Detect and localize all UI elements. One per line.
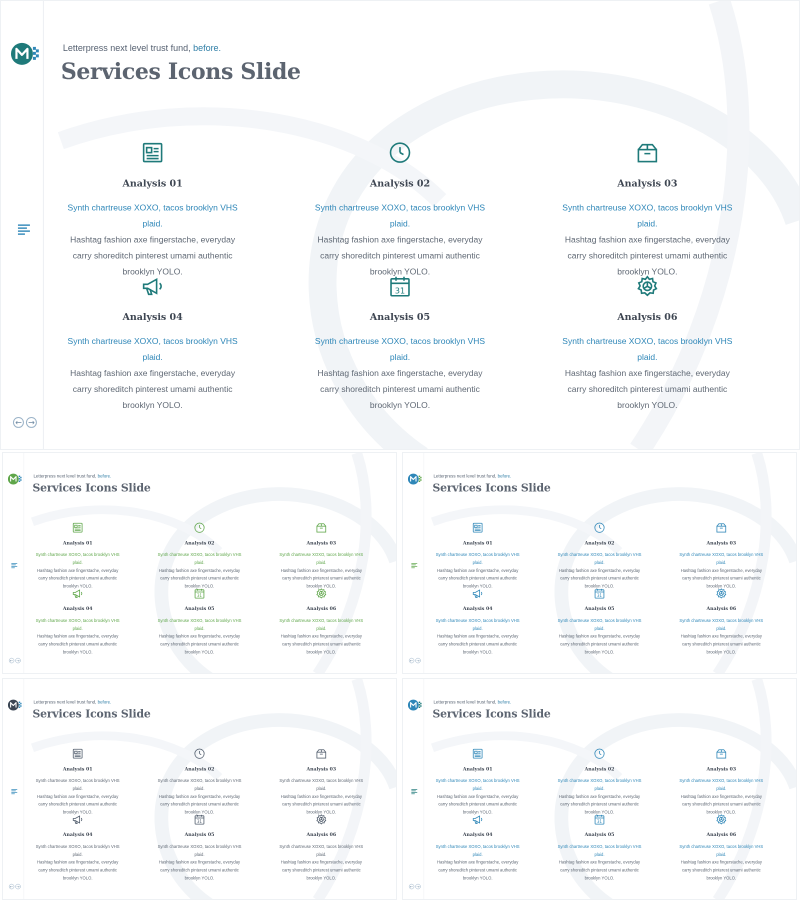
service-body-text: Hashtag fashion axe fingerstache, everyday carry shoreditch pinterest umami authentic brooklyn YOLO. — [437, 567, 519, 589]
service-body-text: Hashtag fashion axe fingerstache, everyday carry shoreditch pinterest umami authentic brooklyn YOLO. — [158, 633, 241, 655]
service-body-text: Hashtag fashion axe fingerstache, everyday carry shoreditch pinterest umami authentic brooklyn YOLO. — [317, 234, 483, 277]
service-body-text: Hashtag fashion axe fingerstache, everyday carry shoreditch pinterest umami authentic brooklyn YOLO. — [158, 859, 241, 881]
slide-preview-gray[interactable] — [2, 678, 397, 900]
brand-logo-icon[interactable] — [8, 699, 22, 712]
service-item — [310, 141, 490, 280]
previous-arrow-icon[interactable]: ← — [9, 658, 14, 663]
service-body-text: Hashtag fashion axe fingerstache, everyday carry shoreditch pinterest umami authentic brooklyn YOLO. — [564, 234, 730, 277]
service-lead-text: Synth chartreuse XOXO, tacos brooklyn VHS plaid. — [67, 336, 238, 363]
subtitle-accent-text: before. — [97, 699, 112, 705]
service-lead-text: Synth chartreuse XOXO, tacos brooklyn VHS plaid. — [557, 778, 642, 792]
service-heading: Analysis 05 — [584, 832, 615, 838]
service-lead-text: Synth chartreuse XOXO, tacos brooklyn VHS plaid. — [67, 202, 238, 229]
service-body-text: Hashtag fashion axe fingerstache, everyday carry shoreditch pinterest umami authentic brooklyn YOLO. — [158, 793, 241, 815]
brand-logo-icon[interactable] — [11, 41, 39, 67]
service-heading: Analysis 05 — [369, 312, 431, 324]
menu-icon[interactable] — [17, 222, 31, 236]
service-heading: Analysis 05 — [184, 832, 215, 838]
gear-icon — [715, 814, 727, 826]
service-lead-text: Synth chartreuse XOXO, tacos brooklyn VHS plaid. — [157, 552, 242, 566]
clock-icon — [194, 748, 206, 760]
slide-title: Services Icons Slide — [432, 481, 551, 495]
service-lead-text: Synth chartreuse XOXO, tacos brooklyn VHS plaid. — [35, 778, 120, 792]
service-heading: Analysis 06 — [306, 606, 337, 612]
service-item — [310, 274, 490, 413]
service-item — [33, 748, 121, 816]
subtitle-text: Letterpress next level trust fund, — [33, 699, 98, 705]
menu-icon[interactable] — [411, 562, 418, 569]
service-lead-text: Synth chartreuse XOXO, tacos brooklyn VHS plaid. — [35, 618, 120, 631]
calendar-day-number: 31 — [197, 592, 202, 598]
service-item — [433, 522, 521, 590]
service-lead-text: Synth chartreuse XOXO, tacos brooklyn VHS plaid. — [279, 618, 364, 631]
clock-icon — [594, 748, 606, 760]
slide-preview-teal[interactable] — [0, 0, 800, 450]
newspaper-icon — [72, 748, 84, 760]
service-heading: Analysis 05 — [584, 606, 615, 612]
service-body-text: Hashtag fashion axe fingerstache, everyday carry shoreditch pinterest umami authentic brooklyn YOLO. — [558, 633, 641, 655]
slide-preview-blue-alt[interactable] — [402, 678, 797, 900]
subtitle-text: Letterpress next level trust fund, — [433, 473, 498, 479]
service-body-text: Hashtag fashion axe fingerstache, everyday carry shoreditch pinterest umami authentic brooklyn YOLO. — [558, 859, 641, 881]
newspaper-icon — [472, 748, 484, 760]
gear-icon — [315, 588, 327, 600]
service-body-text: Hashtag fashion axe fingerstache, everyday carry shoreditch pinterest umami authentic brooklyn YOLO. — [317, 368, 483, 410]
previous-arrow-icon[interactable]: ← — [13, 417, 24, 428]
service-item — [677, 588, 765, 656]
service-lead-text: Synth chartreuse XOXO, tacos brooklyn VHS plaid. — [314, 202, 486, 229]
menu-icon[interactable] — [411, 788, 418, 795]
subtitle-text: Letterpress next level trust fund, — [62, 42, 194, 53]
calendar-day-number: 31 — [597, 592, 602, 598]
service-body-text: Hashtag fashion axe fingerstache, everyday carry shoreditch pinterest umami authentic brooklyn YOLO. — [437, 859, 519, 881]
service-body-text: Hashtag fashion axe fingerstache, everyday carry shoreditch pinterest umami authentic brooklyn YOLO. — [158, 567, 241, 589]
previous-arrow-icon[interactable]: ← — [9, 884, 14, 889]
slide-preview-blue[interactable] — [402, 452, 797, 674]
brand-logo-icon[interactable] — [408, 473, 422, 486]
service-body-text: Hashtag fashion axe fingerstache, everyday carry shoreditch pinterest umami authentic brooklyn YOLO. — [558, 793, 641, 815]
slide-subtitle — [433, 700, 511, 705]
slide-subtitle — [33, 700, 111, 705]
slide-navigation — [9, 658, 21, 664]
service-body-text: Hashtag fashion axe fingerstache, everyday carry shoreditch pinterest umami authentic brooklyn YOLO. — [37, 633, 119, 655]
service-heading: Analysis 06 — [706, 606, 737, 612]
service-lead-text: Synth chartreuse XOXO, tacos brooklyn VHS plaid. — [562, 202, 733, 229]
slide-navigation — [13, 417, 37, 429]
subtitle-accent-text: before. — [497, 699, 512, 705]
megaphone-icon — [472, 588, 484, 600]
service-heading: Analysis 03 — [306, 540, 337, 546]
slide-title: Services Icons Slide — [32, 707, 151, 721]
slide-content — [403, 679, 796, 900]
service-heading: Analysis 02 — [584, 540, 615, 546]
calendar-icon — [194, 814, 206, 826]
service-lead-text: Synth chartreuse XOXO, tacos brooklyn VHS plaid. — [314, 336, 486, 363]
service-item — [63, 141, 243, 280]
service-heading: Analysis 01 — [462, 540, 493, 546]
archive-box-icon — [635, 141, 659, 165]
megaphone-icon — [141, 274, 165, 298]
service-lead-text: Synth chartreuse XOXO, tacos brooklyn VHS plaid. — [279, 778, 364, 792]
service-body-text: Hashtag fashion axe fingerstache, everyday carry shoreditch pinterest umami authentic brooklyn YOLO. — [680, 859, 762, 881]
service-heading: Analysis 03 — [706, 540, 737, 546]
subtitle-accent-text: before. — [97, 473, 112, 479]
calendar-icon — [388, 274, 412, 298]
service-body-text: Hashtag fashion axe fingerstache, everyday carry shoreditch pinterest umami authentic brooklyn YOLO. — [280, 567, 362, 589]
slide-content — [3, 453, 396, 674]
service-lead-text: Synth chartreuse XOXO, tacos brooklyn VHS plaid. — [562, 336, 733, 363]
service-heading: Analysis 01 — [62, 540, 93, 546]
service-lead-text: Synth chartreuse XOXO, tacos brooklyn VHS plaid. — [157, 778, 242, 792]
service-heading: Analysis 01 — [462, 766, 493, 772]
service-item — [155, 814, 243, 882]
service-body-text: Hashtag fashion axe fingerstache, everyday carry shoreditch pinterest umami authentic brooklyn YOLO. — [280, 633, 362, 655]
service-heading: Analysis 04 — [62, 832, 93, 838]
service-lead-text: Synth chartreuse XOXO, tacos brooklyn VHS plaid. — [679, 552, 764, 566]
service-lead-text: Synth chartreuse XOXO, tacos brooklyn VHS plaid. — [157, 844, 242, 857]
service-body-text: Hashtag fashion axe fingerstache, everyday carry shoreditch pinterest umami authentic brooklyn YOLO. — [70, 368, 236, 410]
service-body-text: Hashtag fashion axe fingerstache, everyday carry shoreditch pinterest umami authentic brooklyn YOLO. — [437, 793, 519, 815]
service-body-text: Hashtag fashion axe fingerstache, everyday carry shoreditch pinterest umami authentic brooklyn YOLO. — [437, 633, 519, 655]
next-arrow-icon[interactable]: → — [26, 417, 37, 428]
subtitle-accent-text: before. — [497, 473, 512, 479]
brand-logo-icon[interactable] — [8, 473, 22, 486]
slide-subtitle — [33, 474, 111, 479]
slide-navigation — [409, 884, 421, 890]
slide-navigation — [409, 658, 421, 664]
gear-icon — [715, 588, 727, 600]
calendar-day-number: 31 — [197, 818, 202, 824]
service-lead-text: Synth chartreuse XOXO, tacos brooklyn VHS plaid. — [35, 552, 120, 566]
service-lead-text: Synth chartreuse XOXO, tacos brooklyn VHS plaid. — [279, 844, 364, 857]
menu-icon[interactable] — [11, 562, 18, 569]
service-item — [33, 588, 121, 656]
newspaper-icon — [472, 522, 484, 534]
service-body-text: Hashtag fashion axe fingerstache, everyday carry shoreditch pinterest umami authentic brooklyn YOLO. — [280, 859, 362, 881]
menu-icon[interactable] — [11, 788, 18, 795]
service-item — [677, 814, 765, 882]
service-lead-text: Synth chartreuse XOXO, tacos brooklyn VHS plaid. — [279, 552, 364, 566]
megaphone-icon — [72, 588, 84, 600]
megaphone-icon — [72, 814, 84, 826]
archive-box-icon — [315, 748, 327, 760]
slide-content — [403, 453, 796, 674]
service-heading: Analysis 06 — [617, 312, 678, 324]
service-body-text: Hashtag fashion axe fingerstache, everyday carry shoreditch pinterest umami authentic brooklyn YOLO. — [280, 793, 362, 815]
calendar-day-number: 31 — [394, 286, 406, 296]
archive-box-icon — [315, 522, 327, 534]
service-heading: Analysis 06 — [706, 832, 737, 838]
service-heading: Analysis 03 — [617, 178, 678, 190]
service-item — [677, 748, 765, 816]
service-lead-text: Synth chartreuse XOXO, tacos brooklyn VHS plaid. — [679, 618, 764, 631]
gear-icon — [315, 814, 327, 826]
archive-box-icon — [715, 748, 727, 760]
service-heading: Analysis 03 — [706, 766, 737, 772]
slide-subtitle — [433, 474, 511, 479]
service-item — [33, 522, 121, 590]
next-arrow-icon[interactable]: → — [416, 658, 420, 663]
service-heading: Analysis 01 — [62, 766, 93, 772]
slide-title: Services Icons Slide — [60, 58, 301, 85]
clock-icon — [388, 141, 412, 165]
service-item — [558, 141, 738, 280]
next-arrow-icon[interactable]: → — [416, 884, 420, 889]
service-item — [555, 814, 643, 882]
service-body-text: Hashtag fashion axe fingerstache, everyday carry shoreditch pinterest umami authentic brooklyn YOLO. — [70, 234, 236, 277]
service-item — [555, 522, 643, 590]
calendar-icon — [594, 814, 606, 826]
service-heading: Analysis 06 — [306, 832, 337, 838]
service-item — [155, 588, 243, 656]
service-body-text: Hashtag fashion axe fingerstache, everyday carry shoreditch pinterest umami authentic brooklyn YOLO. — [564, 368, 730, 410]
service-heading: Analysis 02 — [369, 178, 431, 190]
next-arrow-icon[interactable]: → — [16, 884, 20, 889]
sidebar-divider — [43, 1, 44, 450]
slide-title: Services Icons Slide — [432, 707, 551, 721]
slide-preview-green[interactable] — [2, 452, 397, 674]
slide-title: Services Icons Slide — [32, 481, 151, 495]
clock-icon — [194, 522, 206, 534]
service-item — [277, 814, 365, 882]
megaphone-icon — [472, 814, 484, 826]
service-lead-text: Synth chartreuse XOXO, tacos brooklyn VHS plaid. — [679, 778, 764, 792]
service-heading: Analysis 02 — [584, 766, 615, 772]
slide-navigation — [9, 884, 21, 890]
service-body-text: Hashtag fashion axe fingerstache, everyday carry shoreditch pinterest umami authentic brooklyn YOLO. — [680, 633, 762, 655]
previous-arrow-icon[interactable]: ← — [409, 658, 414, 663]
next-arrow-icon[interactable]: → — [16, 658, 20, 663]
service-item — [433, 748, 521, 816]
service-body-text: Hashtag fashion axe fingerstache, everyday carry shoreditch pinterest umami authentic brooklyn YOLO. — [680, 567, 762, 589]
newspaper-icon — [72, 522, 84, 534]
service-lead-text: Synth chartreuse XOXO, tacos brooklyn VHS plaid. — [557, 552, 642, 566]
service-item — [277, 522, 365, 590]
service-body-text: Hashtag fashion axe fingerstache, everyday carry shoreditch pinterest umami authentic brooklyn YOLO. — [680, 793, 762, 815]
service-item — [155, 748, 243, 816]
service-lead-text: Synth chartreuse XOXO, tacos brooklyn VHS plaid. — [435, 618, 520, 631]
service-body-text: Hashtag fashion axe fingerstache, everyday carry shoreditch pinterest umami authentic brooklyn YOLO. — [37, 793, 119, 815]
service-heading: Analysis 05 — [184, 606, 215, 612]
service-lead-text: Synth chartreuse XOXO, tacos brooklyn VHS plaid. — [557, 844, 642, 857]
service-lead-text: Synth chartreuse XOXO, tacos brooklyn VHS plaid. — [679, 844, 764, 857]
service-item — [433, 814, 521, 882]
service-heading: Analysis 04 — [462, 606, 493, 612]
service-lead-text: Synth chartreuse XOXO, tacos brooklyn VHS plaid. — [435, 844, 520, 857]
service-heading: Analysis 01 — [122, 178, 183, 190]
gear-icon — [635, 274, 659, 298]
service-item — [555, 748, 643, 816]
service-lead-text: Synth chartreuse XOXO, tacos brooklyn VHS plaid. — [557, 618, 642, 631]
service-heading: Analysis 02 — [184, 540, 215, 546]
calendar-icon — [194, 588, 206, 600]
slide-subtitle — [63, 43, 221, 53]
subtitle-text: Letterpress next level trust fund, — [33, 473, 98, 479]
calendar-day-number: 31 — [597, 818, 602, 824]
service-item — [558, 274, 738, 413]
subtitle-accent-text: before. — [193, 42, 222, 53]
slide-content — [1, 1, 799, 450]
archive-box-icon — [715, 522, 727, 534]
service-item — [33, 814, 121, 882]
service-heading: Analysis 04 — [462, 832, 493, 838]
service-item — [277, 588, 365, 656]
service-lead-text: Synth chartreuse XOXO, tacos brooklyn VHS plaid. — [435, 778, 520, 792]
service-lead-text: Synth chartreuse XOXO, tacos brooklyn VHS plaid. — [157, 618, 242, 631]
service-heading: Analysis 04 — [122, 312, 183, 324]
service-item — [677, 522, 765, 590]
service-item — [155, 522, 243, 590]
slide-content — [3, 679, 396, 900]
service-item — [555, 588, 643, 656]
subtitle-text: Letterpress next level trust fund, — [433, 699, 498, 705]
service-item — [63, 274, 243, 413]
service-body-text: Hashtag fashion axe fingerstache, everyday carry shoreditch pinterest umami authentic brooklyn YOLO. — [37, 567, 119, 589]
service-body-text: Hashtag fashion axe fingerstache, everyday carry shoreditch pinterest umami authentic brooklyn YOLO. — [37, 859, 119, 881]
brand-logo-icon[interactable] — [408, 699, 422, 712]
service-heading: Analysis 02 — [184, 766, 215, 772]
service-body-text: Hashtag fashion axe fingerstache, everyday carry shoreditch pinterest umami authentic brooklyn YOLO. — [558, 567, 641, 589]
service-lead-text: Synth chartreuse XOXO, tacos brooklyn VHS plaid. — [35, 844, 120, 857]
previous-arrow-icon[interactable]: ← — [409, 884, 414, 889]
service-heading: Analysis 04 — [62, 606, 93, 612]
clock-icon — [594, 522, 606, 534]
newspaper-icon — [141, 141, 165, 165]
calendar-icon — [594, 588, 606, 600]
service-item — [277, 748, 365, 816]
service-heading: Analysis 03 — [306, 766, 337, 772]
service-lead-text: Synth chartreuse XOXO, tacos brooklyn VHS plaid. — [435, 552, 520, 566]
service-item — [433, 588, 521, 656]
